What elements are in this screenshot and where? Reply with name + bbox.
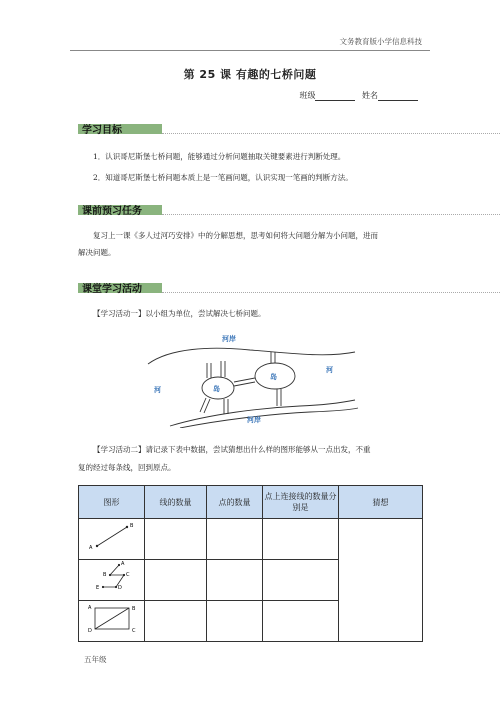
bridge-7 (277, 389, 281, 406)
lesson-title: 第 25 课 有趣的七桥问题 (183, 68, 317, 81)
cell-line-count-3[interactable] (145, 601, 207, 642)
figure-3-rectangle (79, 601, 145, 637)
header-point-count: 点的数量 (207, 486, 263, 519)
activity-2-text-line2: 复的经过每条线，回到原点。 (78, 463, 176, 472)
header-connections: 点上连接线的数量分别是 (263, 486, 339, 519)
fig2-label-d: D (118, 585, 122, 591)
header-line-count: 线的数量 (145, 486, 207, 519)
bottom-bank-label: 河岸 (247, 416, 261, 424)
figure-cell-3 (79, 601, 145, 642)
figure-2-zigzag (79, 560, 145, 596)
bridge-6 (224, 399, 228, 414)
bridge-4 (234, 378, 255, 386)
fig3-label-d: D (88, 628, 92, 634)
goals-heading-text: 学习目标 (82, 125, 122, 136)
fig2-label-b: B (103, 572, 107, 578)
table-header-row (79, 486, 423, 519)
cell-connections-2[interactable] (263, 560, 339, 601)
fig1-label-b: B (130, 523, 134, 529)
river-right-label: 河 (326, 366, 333, 374)
cell-guess[interactable] (339, 519, 423, 642)
cell-point-count-3[interactable] (207, 601, 263, 642)
student-info (299, 90, 422, 101)
preview-text-line2: 解决问题。 (78, 248, 116, 257)
figure-1-line (79, 519, 145, 555)
publisher-header: 文务教育版小学信息科技 (339, 37, 422, 46)
record-table (78, 485, 423, 642)
preview-heading-text: 课前预习任务 (82, 206, 142, 217)
activity-heading-text: 课堂学习活动 (82, 284, 142, 295)
bridge-1 (207, 363, 211, 378)
figure-cell-1 (79, 519, 145, 560)
header-guess: 猜想 (339, 486, 423, 519)
seven-bridges-diagram (140, 328, 360, 428)
fig2-label-c: C (126, 572, 130, 578)
goal-item-2: 2．知道哥尼斯堡七桥问题本质上是一笔画问题，认识实现一笔画的判断方法。 (93, 173, 353, 182)
bottom-bank-line-2 (180, 408, 358, 428)
fig1-label-a: A (89, 545, 93, 551)
cell-connections-1[interactable] (263, 519, 339, 560)
class-label: 班级 (299, 91, 316, 100)
cell-connections-3[interactable] (263, 601, 339, 642)
island-2-label: 岛 (270, 373, 277, 381)
cell-point-count-2[interactable] (207, 560, 263, 601)
header-rule (70, 50, 430, 51)
preview-text-line1: 复习上一课《多人过河巧安排》中的分解思想，思考如何将大问题分解为小问题，进而 (93, 231, 378, 240)
fig3-label-c: C (132, 628, 136, 634)
cell-point-count-1[interactable] (207, 519, 263, 560)
fig3-label-a: A (88, 605, 92, 611)
river-left-label: 河 (154, 386, 161, 394)
island-1-label: 岛 (213, 385, 220, 393)
bridge-5 (200, 398, 210, 413)
bridge-3 (271, 352, 275, 363)
bridge-2 (221, 361, 225, 377)
name-label: 姓名 (362, 91, 378, 100)
fig2-label-a: A (121, 561, 125, 567)
fig3-label-b: B (132, 606, 136, 612)
figure-cell-2 (79, 560, 145, 601)
goal-item-1: 1．认识哥尼斯堡七桥问题，能够通过分析问题抽取关键要素进行判断处理。 (93, 152, 346, 161)
name-field[interactable] (378, 91, 418, 101)
top-bank-line (148, 348, 355, 364)
header-figure: 图形 (79, 486, 145, 519)
cell-line-count-1[interactable] (145, 519, 207, 560)
table-row (79, 519, 423, 560)
top-bank-label: 河岸 (222, 335, 236, 343)
grade-footer: 五年级 (84, 655, 107, 664)
activity-2-text-line1: 【学习活动二】请记录下表中数据，尝试猜想出什么样的图形能够从一点出发，不重 (93, 445, 371, 454)
fig2-label-e: E (96, 585, 100, 591)
bottom-bank-line-1 (170, 400, 355, 426)
activity-1-text: 【学习活动一】以小组为单位，尝试解决七桥问题。 (93, 309, 266, 318)
class-field[interactable] (315, 91, 355, 101)
cell-line-count-2[interactable] (145, 560, 207, 601)
